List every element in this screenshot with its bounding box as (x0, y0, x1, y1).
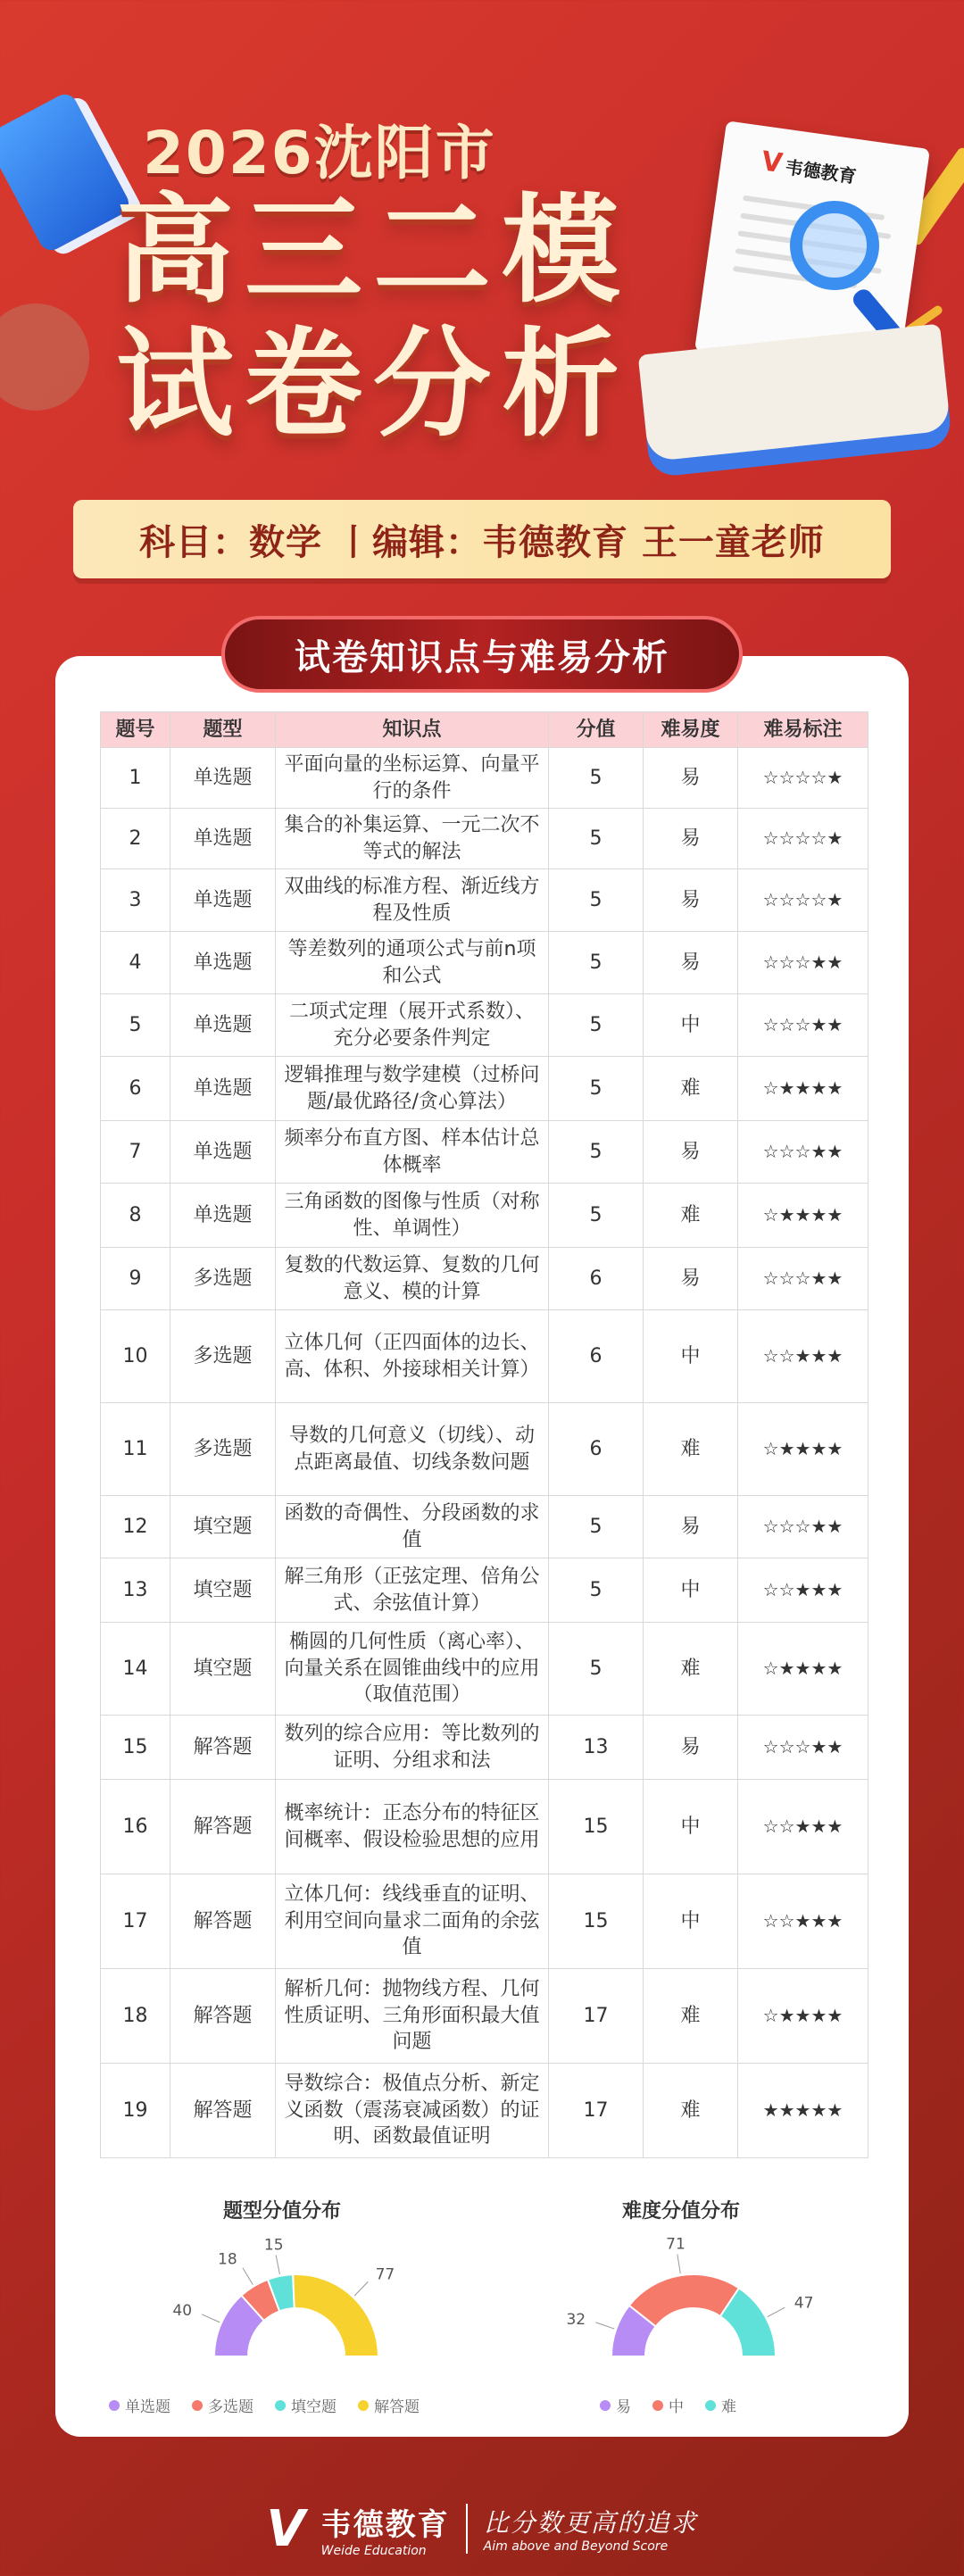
cell-level: 中 (644, 1310, 738, 1403)
knowledge-table (100, 711, 868, 2158)
cell-level: 易 (644, 869, 738, 932)
cell-no: 19 (101, 2064, 170, 2158)
table-row (101, 1969, 868, 2064)
open-book-icon (638, 324, 952, 462)
table-row (101, 2064, 868, 2158)
cell-score: 17 (549, 2064, 644, 2158)
cell-level: 易 (644, 932, 738, 994)
cell-stars: ☆☆☆☆★ (738, 869, 868, 932)
subject-text: 科目：数学 丨编辑：韦德教育 王一童老师 (139, 521, 825, 563)
table-row (101, 1874, 868, 1969)
cell-point: 解析几何：抛物线方程、几何性质证明、三角形面积最大值问题 (276, 1969, 549, 2064)
legend-dot-icon (652, 2400, 663, 2411)
doc-logo: V韦德教育 (759, 145, 858, 187)
cell-score: 5 (549, 1057, 644, 1121)
cell-stars: ☆★★★★ (738, 1403, 868, 1496)
footer-slogan: 比分数更高的追求 Aim above and Beyond Score (483, 2508, 698, 2554)
cell-score: 6 (549, 1310, 644, 1403)
legend-dot-icon (192, 2400, 203, 2411)
table-row (101, 1057, 868, 1121)
cell-point: 数列的综合应用：等比数列的证明、分组求和法 (276, 1716, 549, 1780)
legend-label: 多选题 (208, 2398, 253, 2416)
cell-stars: ☆★★★★ (738, 1623, 868, 1716)
legend-label: 解答题 (374, 2398, 420, 2416)
cell-score: 5 (549, 1121, 644, 1184)
cell-type: 解答题 (170, 1874, 276, 1969)
main-title-line2: 试卷分析 (116, 316, 630, 453)
legend-item (358, 2394, 420, 2416)
cell-level: 易 (644, 748, 738, 809)
legend-label: 单选题 (125, 2398, 170, 2416)
cell-point: 平面向量的坐标运算、向量平行的条件 (276, 748, 549, 809)
book-icon (0, 90, 133, 254)
cell-type: 填空题 (170, 1558, 276, 1623)
charts-area (100, 2196, 868, 2419)
cell-level: 难 (644, 2064, 738, 2158)
cell-score: 5 (549, 932, 644, 994)
cell-type: 解答题 (170, 1780, 276, 1874)
cell-score: 5 (549, 748, 644, 809)
table-row (101, 1716, 868, 1780)
cell-score: 5 (549, 994, 644, 1057)
data-label: 40 (172, 2301, 193, 2320)
cell-no: 2 (101, 809, 170, 869)
table-row (101, 1623, 868, 1716)
cell-stars: ☆☆★★★ (738, 1310, 868, 1403)
cell-type: 单选题 (170, 1121, 276, 1184)
cell-no: 3 (101, 869, 170, 932)
cell-type: 单选题 (170, 809, 276, 869)
legend-item (652, 2394, 684, 2416)
year-city-title: 2026沈阳市 (143, 119, 496, 187)
cell-level: 易 (644, 809, 738, 869)
col-header-no: 题号 (101, 712, 170, 748)
cell-score: 15 (549, 1780, 644, 1874)
cell-point: 频率分布直方图、样本估计总体概率 (276, 1121, 549, 1184)
cell-score: 6 (549, 1248, 644, 1310)
legend-item (600, 2394, 631, 2416)
cell-point: 立体几何（正四面体的边长、高、体积、外接球相关计算） (276, 1310, 549, 1403)
cell-no: 1 (101, 748, 170, 809)
cell-point: 三角函数的图像与性质（对称性、单调性） (276, 1184, 549, 1248)
cell-type: 解答题 (170, 2064, 276, 2158)
legend-item (705, 2394, 736, 2416)
cell-no: 6 (101, 1057, 170, 1121)
brand-logo-icon: V (266, 2499, 305, 2558)
cell-point: 复数的代数运算、复数的几何意义、模的计算 (276, 1248, 549, 1310)
cell-point: 椭圆的几何性质（离心率）、向量关系在圆锥曲线中的应用（取值范围） (276, 1623, 549, 1716)
table-row (101, 1496, 868, 1558)
table-row (101, 932, 868, 994)
table-row (101, 809, 868, 869)
cell-type: 多选题 (170, 1310, 276, 1403)
cell-type: 单选题 (170, 1057, 276, 1121)
cell-level: 易 (644, 1496, 738, 1558)
cell-type: 单选题 (170, 748, 276, 809)
subject-band (73, 500, 891, 578)
cell-stars: ☆☆☆★★ (738, 1496, 868, 1558)
cell-point: 等差数列的通项公式与前n项和公式 (276, 932, 549, 994)
cell-no: 8 (101, 1184, 170, 1248)
cell-level: 中 (644, 1874, 738, 1969)
col-header-stars: 难易标注 (738, 712, 868, 748)
table-row (101, 1780, 868, 1874)
panel-title-badge (221, 616, 743, 693)
cell-score: 13 (549, 1716, 644, 1780)
cell-type: 单选题 (170, 932, 276, 994)
data-label: 18 (218, 2250, 237, 2269)
legend-dot-icon (600, 2400, 611, 2411)
cell-level: 易 (644, 1121, 738, 1184)
legend-label: 易 (616, 2398, 631, 2416)
cell-score: 5 (549, 809, 644, 869)
cell-no: 5 (101, 994, 170, 1057)
cell-stars: ☆☆☆☆★ (738, 748, 868, 809)
legend-dot-icon (358, 2400, 369, 2411)
magnifier-icon (790, 201, 879, 290)
cell-level: 中 (644, 1558, 738, 1623)
chart-title-type: 题型分值分布 (223, 2200, 342, 2223)
cell-point: 二项式定理（展开式系数）、充分必要条件判定 (276, 994, 549, 1057)
label-leader-line (243, 2268, 253, 2285)
label-leader-line (768, 2307, 785, 2316)
table-row (101, 1121, 868, 1184)
brain-icon (0, 303, 89, 411)
cell-score: 5 (549, 1184, 644, 1248)
cell-no: 10 (101, 1310, 170, 1403)
cell-type: 单选题 (170, 994, 276, 1057)
cell-score: 17 (549, 1969, 644, 2064)
cell-point: 逻辑推理与数学建模（过桥问题/最优路径/贪心算法） (276, 1057, 549, 1121)
footer-divider (466, 2504, 468, 2554)
label-leader-line (202, 2314, 220, 2323)
table-row (101, 1403, 868, 1496)
cell-type: 解答题 (170, 1969, 276, 2064)
table-row (101, 1248, 868, 1310)
cell-level: 易 (644, 1248, 738, 1310)
cell-no: 17 (101, 1874, 170, 1969)
cell-point: 函数的奇偶性、分段函数的求值 (276, 1496, 549, 1558)
cell-score: 5 (549, 869, 644, 932)
table-row (101, 1310, 868, 1403)
cell-level: 中 (644, 1780, 738, 1874)
data-label: 47 (794, 2294, 814, 2313)
legend-dot-icon (109, 2400, 120, 2411)
cell-score: 5 (549, 1558, 644, 1623)
cell-stars: ☆☆★★★ (738, 1558, 868, 1623)
cell-stars: ☆★★★★ (738, 1969, 868, 2064)
cell-no: 13 (101, 1558, 170, 1623)
cell-point: 双曲线的标准方程、渐近线方程及性质 (276, 869, 549, 932)
panel-title: 试卷知识点与难易分析 (295, 636, 669, 678)
cell-stars: ☆☆☆★★ (738, 994, 868, 1057)
cell-stars: ☆☆☆★★ (738, 1121, 868, 1184)
cell-score: 5 (549, 1623, 644, 1716)
table-row (101, 1184, 868, 1248)
legend-dot-icon (275, 2400, 286, 2411)
label-leader-line (595, 2323, 614, 2329)
chart-title-difficulty: 难度分值分布 (622, 2200, 741, 2223)
legend-item (109, 2394, 170, 2416)
cell-no: 4 (101, 932, 170, 994)
data-label: 71 (666, 2235, 686, 2254)
cell-no: 15 (101, 1716, 170, 1780)
legend-label: 中 (669, 2398, 684, 2416)
cell-no: 9 (101, 1248, 170, 1310)
cell-score: 15 (549, 1874, 644, 1969)
cell-score: 6 (549, 1403, 644, 1496)
cell-level: 易 (644, 1716, 738, 1780)
legend-label: 难 (721, 2398, 736, 2416)
cell-no: 14 (101, 1623, 170, 1716)
table-row (101, 1558, 868, 1623)
legend-dot-icon (705, 2400, 716, 2411)
cell-no: 11 (101, 1403, 170, 1496)
cell-stars: ★★★★★ (738, 2064, 868, 2158)
col-header-type: 题型 (170, 712, 276, 748)
cell-point: 导数综合：极值点分析、新定义函数（震荡衰减函数）的证明、函数最值证明 (276, 2064, 549, 2158)
cell-no: 18 (101, 1969, 170, 2064)
legend-type (109, 2394, 420, 2416)
footer (0, 2481, 964, 2576)
data-label: 32 (566, 2310, 586, 2329)
cell-point: 解三角形（正弦定理、倍角公式、余弦值计算） (276, 1558, 549, 1623)
col-header-level: 难易度 (644, 712, 738, 748)
cell-score: 5 (549, 1496, 644, 1558)
table-row (101, 748, 868, 809)
cell-type: 填空题 (170, 1496, 276, 1558)
col-header-score: 分值 (549, 712, 644, 748)
donut-charts (100, 2223, 868, 2410)
cell-level: 难 (644, 1623, 738, 1716)
donut-slice (293, 2274, 378, 2356)
cell-point: 导数的几何意义（切线）、动点距离最值、切线条数问题 (276, 1403, 549, 1496)
cell-level: 难 (644, 1969, 738, 2064)
cell-point: 集合的补集运算、一元二次不等式的解法 (276, 809, 549, 869)
legend-label: 填空题 (291, 2398, 337, 2416)
legend-difficulty (600, 2394, 736, 2416)
main-title-line1: 高三二模 (116, 182, 630, 320)
table-row (101, 994, 868, 1057)
cell-type: 多选题 (170, 1403, 276, 1496)
cell-type: 解答题 (170, 1716, 276, 1780)
col-header-point: 知识点 (276, 712, 549, 748)
label-leader-line (354, 2281, 368, 2296)
legend-item (275, 2394, 337, 2416)
cell-level: 中 (644, 994, 738, 1057)
cell-stars: ☆★★★★ (738, 1057, 868, 1121)
label-leader-line (677, 2254, 680, 2273)
hero-banner (0, 0, 964, 625)
cell-stars: ☆☆☆☆★ (738, 809, 868, 869)
cell-level: 难 (644, 1403, 738, 1496)
cell-point: 概率统计：正态分布的特征区间概率、假设检验思想的应用 (276, 1780, 549, 1874)
data-label: 77 (375, 2265, 395, 2284)
cell-stars: ☆☆★★★ (738, 1780, 868, 1874)
table-row (101, 869, 868, 932)
legend-item (192, 2394, 253, 2416)
table-header-row (101, 712, 868, 748)
cell-type: 填空题 (170, 1623, 276, 1716)
cell-stars: ☆☆☆★★ (738, 1248, 868, 1310)
cell-stars: ☆☆☆★★ (738, 1716, 868, 1780)
cell-stars: ☆☆★★★ (738, 1874, 868, 1969)
label-leader-line (276, 2255, 279, 2274)
cell-type: 单选题 (170, 1184, 276, 1248)
cell-level: 难 (644, 1184, 738, 1248)
cell-stars: ☆★★★★ (738, 1184, 868, 1248)
data-label: 15 (263, 2236, 284, 2255)
cell-no: 7 (101, 1121, 170, 1184)
cell-point: 立体几何：线线垂直的证明、利用空间向量求二面角的余弦值 (276, 1874, 549, 1969)
cell-level: 难 (644, 1057, 738, 1121)
cell-type: 多选题 (170, 1248, 276, 1310)
cell-stars: ☆☆☆★★ (738, 932, 868, 994)
cell-no: 12 (101, 1496, 170, 1558)
cell-type: 单选题 (170, 869, 276, 932)
cell-no: 16 (101, 1780, 170, 1874)
footer-brand: 韦德教育 Weide Education (320, 2506, 450, 2558)
